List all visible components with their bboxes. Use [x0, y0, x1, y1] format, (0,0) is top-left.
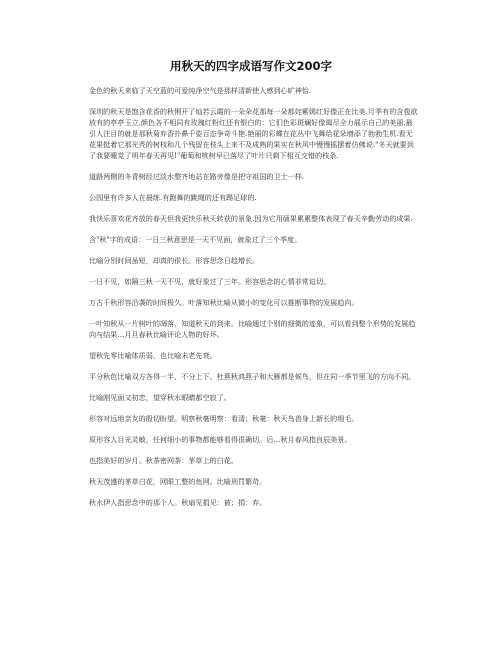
paragraph: 含"秋"字的成语：一日三秋意思是一天不见面，就象过了三个季度。	[89, 235, 302, 244]
paragraph: 一日不见，如隔三秋一天不见，就好象过了三年。形容思念的心情非常迫切。	[89, 277, 331, 286]
paragraph: 金色的秋天来临了天空蓝的可爱纯净空气是那样清新使人感到心旷神怡.	[89, 86, 312, 95]
paragraph: 原形容人目光灵敏，任何细小的事物都能够看得很确切。后…秋月春风指良辰美景。	[89, 435, 352, 444]
paragraph: 秋水伊人指思念中的那个人。秋扇见捐见：被；捐：弃。	[89, 498, 267, 507]
paragraph: 一叶知秋从一片树叶的凋落，知道秋天的到来。比喻通过个别的细微的迹象，可以看到整个形势的发展趋向与结果…月旦春秋比喻评论人物的好坏。	[89, 319, 416, 339]
paragraph: 也指美好的岁月。秋荼密网荼：茅草上的白花。	[89, 456, 238, 465]
paragraph: 公园里有许多人在晨练.有跑舞的跳绳的还有踢足球的.	[89, 193, 257, 202]
paragraph: 望秋先零比喻体质弱，也比喻未老先衰。	[89, 351, 217, 360]
paragraph: 比喻分别时间虽短，却真的很长。形容思念日趋增长。	[89, 256, 260, 265]
paragraph: 深圳的秋天是饱含花香的秋俐开了灿若云霞的一朵朵花那每一朵都姹紫嫣红好像正在比美.月季有的含苞欲放有的亭亭玉立.颜色各不相同有玫瑰红粉红还有银白的：它们色彩斑斓好像竭尽全力展示自己的美丽.最引人注目的就是那秋菊弃香扑鼻千姿百态争奇斗艳.艳丽的彩蝶在花丛中飞舞给花朵增添了勃勃生机.看无花果挺着它那光秃的树杈和几个残留在枝头上来不及成熟的果实在秋风中慢慢摇摆着仿佛说:"冬天就要到了我要睡觉了明年春天再见!"葡萄和桃树早已落尽了叶片只剩下相互交错的枝条.	[89, 107, 418, 160]
paragraph: 我快乐喜欢花齐放的春天但我更快乐秋天转获的景象.因为它用硕果累累整体表现了春天辛勤劳动的成果.	[89, 214, 413, 223]
document-body	[89, 85, 419, 518]
paragraph: 道路两侧的冬青树经过淡水整齐地站在路旁像是把守祖国的卫士一样.	[89, 172, 305, 181]
paragraph: 万古千秋形容沿袭的时间极久。叶落知秋比喻从微小的变化可以推断事物的发展趋向。	[89, 298, 359, 307]
paragraph: 形容对远地亲友的殷切盼望。明察秋毫明察：看清；秋毫：秋天鸟兽身上新长的细毛。	[89, 414, 359, 423]
paragraph: 比喻刚见面又初恋，望穿秋水眼睛都空寂了。	[89, 393, 231, 402]
document-title: 用秋天的四字成语写作文200字	[169, 59, 332, 73]
paragraph: 秋天茂盛的茅草白花，网眼工整的鱼网。比喻刑罚繁苛。	[89, 477, 267, 486]
paragraph: 平分秋色比喻双方各得一半，不分上下。杜燕秋鸿燕子和大雁都是候鸟，但在同一季节里飞的方向不同。	[89, 372, 416, 381]
